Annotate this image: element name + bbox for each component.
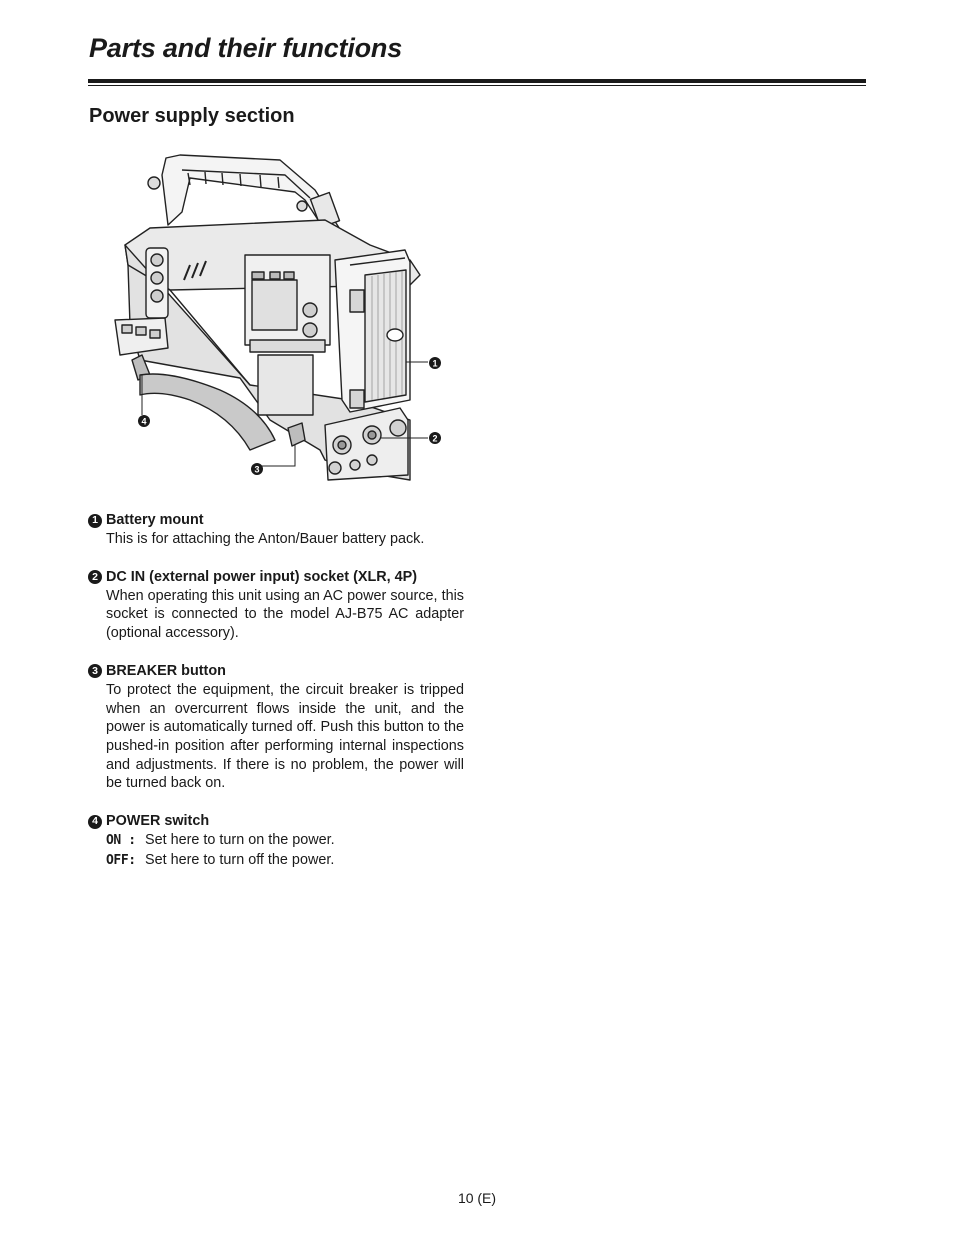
item-breaker-button bbox=[88, 662, 464, 793]
item-title: Battery mount bbox=[106, 512, 204, 528]
camera-illustration bbox=[110, 150, 460, 485]
item-title: BREAKER button bbox=[106, 662, 226, 679]
item-dc-in-socket bbox=[88, 568, 464, 643]
item-number-badge: 1 bbox=[88, 514, 102, 528]
item-description: This is for attaching the Anton/Bauer battery pack. bbox=[106, 531, 425, 547]
item-number-badge: 2 bbox=[88, 570, 102, 584]
item-list bbox=[88, 511, 464, 889]
option-off bbox=[106, 851, 464, 871]
page-title: Parts and their functions bbox=[89, 33, 403, 63]
item-title: DC IN (external power input) socket (XLR, 4P) bbox=[106, 568, 418, 585]
page-number: 10 (E) bbox=[457, 1190, 497, 1206]
section-title: Power supply section bbox=[89, 105, 295, 127]
option-text: Set here to turn off the power. bbox=[145, 851, 335, 868]
item-battery-mount bbox=[88, 511, 464, 549]
camera-drawing bbox=[110, 150, 460, 485]
item-power-switch bbox=[88, 812, 464, 870]
option-key: OFF: bbox=[106, 852, 136, 868]
callout-2-label: 2 bbox=[432, 433, 438, 444]
item-number-badge: 3 bbox=[88, 664, 102, 678]
item-description: When operating this unit using an AC power source, this socket is connected to the model AJ-B75 AC adapter (optional accessory). bbox=[106, 587, 464, 642]
item-number-badge: 4 bbox=[88, 815, 102, 829]
option-text: Set here to turn on the power. bbox=[145, 832, 335, 849]
callout-3-label: 3 bbox=[254, 464, 260, 475]
callout-4-label: 4 bbox=[141, 416, 147, 427]
option-key: ON : bbox=[106, 833, 136, 849]
header-rule-thin bbox=[88, 85, 866, 86]
item-title: POWER switch bbox=[106, 813, 210, 830]
item-description: To protect the equipment, the circuit breaker is tripped when an overcurrent flows inside the unit, and the power is automatically turned off. Push this button to the pushed-in position after performing internal inspections and adjustments. If there is no problem, the power will be turned back on. bbox=[106, 681, 464, 792]
header-rule-thick bbox=[88, 79, 866, 83]
option-on bbox=[106, 831, 464, 851]
callout-1-label: 1 bbox=[432, 358, 438, 369]
